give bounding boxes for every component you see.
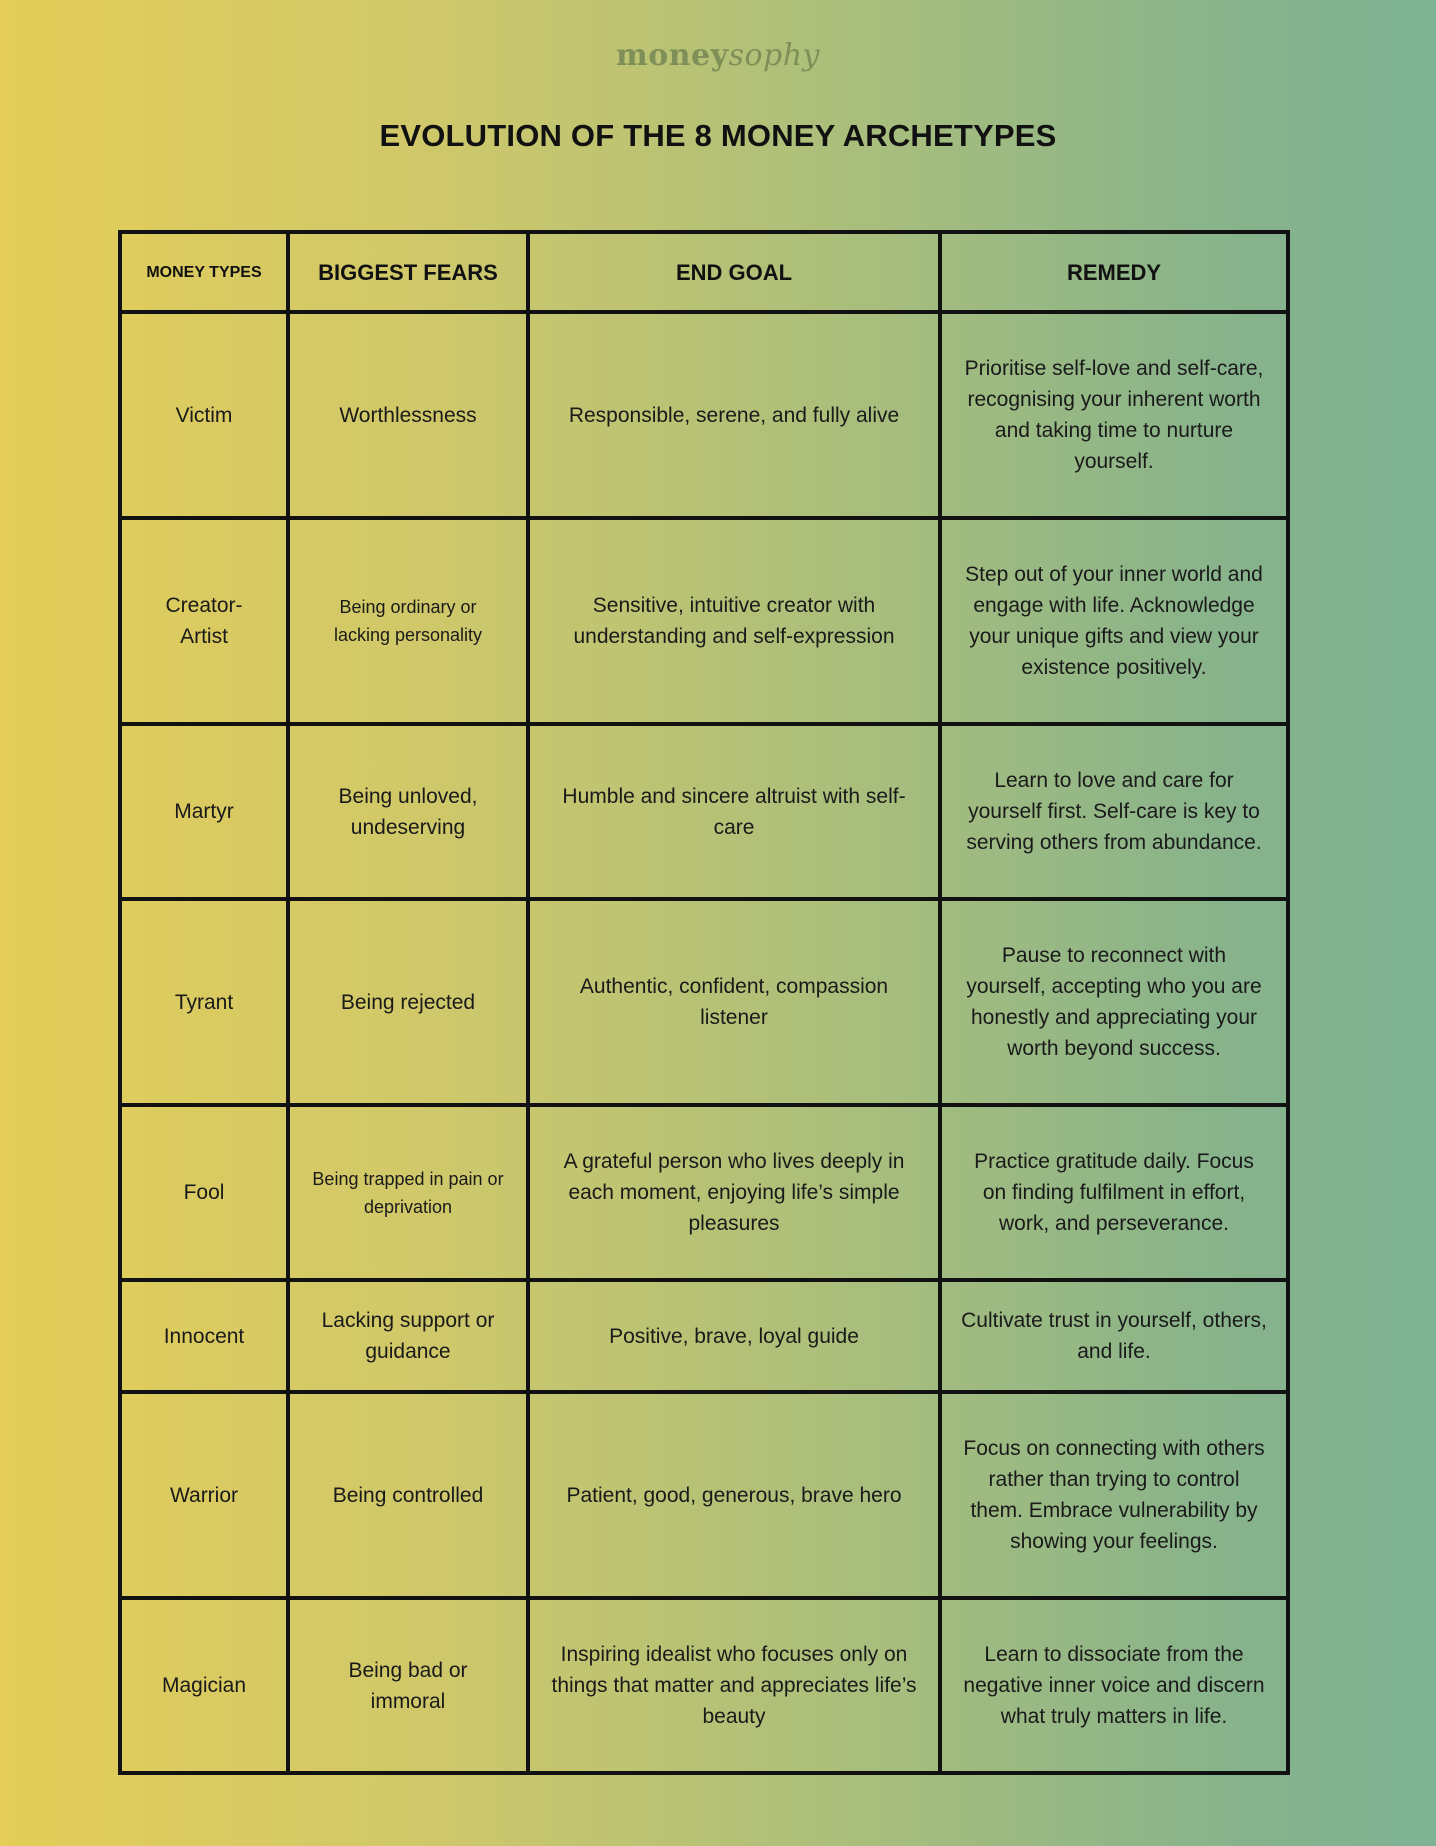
cell-biggest-fear: Being ordinary or lacking personality bbox=[288, 518, 528, 724]
cell-money-type: Warrior bbox=[120, 1392, 288, 1598]
cell-end-goal: Authentic, confident, compassion listener bbox=[528, 899, 940, 1105]
brand-logo bbox=[0, 38, 1436, 73]
table-row bbox=[120, 724, 1288, 899]
table-row bbox=[120, 899, 1288, 1105]
header-remedy: REMEDY bbox=[940, 232, 1288, 312]
cell-biggest-fear: Worthlessness bbox=[288, 312, 528, 518]
cell-end-goal: A grateful person who lives deeply in each moment, enjoying life’s simple pleasures bbox=[528, 1105, 940, 1280]
table-row bbox=[120, 1105, 1288, 1280]
cell-biggest-fear: Being bad or immoral bbox=[288, 1598, 528, 1773]
cell-remedy: Step out of your inner world and engage with life. Acknowledge your unique gifts and view your existence positively. bbox=[940, 518, 1288, 724]
table-row bbox=[120, 518, 1288, 724]
cell-money-type: Creator-Artist bbox=[120, 518, 288, 724]
table-header-row bbox=[120, 232, 1288, 312]
header-money-types: MONEY TYPES bbox=[120, 232, 288, 312]
table-row bbox=[120, 1280, 1288, 1392]
cell-end-goal: Sensitive, intuitive creator with understanding and self-expression bbox=[528, 518, 940, 724]
table-row bbox=[120, 1392, 1288, 1598]
cell-remedy: Learn to love and care for yourself first. Self-care is key to serving others from abundance. bbox=[940, 724, 1288, 899]
cell-money-type: Innocent bbox=[120, 1280, 288, 1392]
page-title: EVOLUTION OF THE 8 MONEY ARCHETYPES bbox=[379, 118, 1057, 153]
cell-money-type: Victim bbox=[120, 312, 288, 518]
cell-money-type: Fool bbox=[120, 1105, 288, 1280]
table-row bbox=[120, 312, 1288, 518]
header-end-goal: END GOAL bbox=[528, 232, 940, 312]
cell-remedy: Cultivate trust in yourself, others, and life. bbox=[940, 1280, 1288, 1392]
cell-biggest-fear: Lacking support or guidance bbox=[288, 1280, 528, 1392]
cell-end-goal: Inspiring idealist who focuses only on things that matter and appreciates life’s beauty bbox=[528, 1598, 940, 1773]
logo-bold-text: money bbox=[615, 38, 729, 73]
cell-remedy: Prioritise self-love and self-care, recognising your inherent worth and taking time to nurture yourself. bbox=[940, 312, 1288, 518]
cell-end-goal: Responsible, serene, and fully alive bbox=[528, 312, 940, 518]
logo-script-text: sophy bbox=[728, 38, 821, 73]
cell-biggest-fear: Being controlled bbox=[288, 1392, 528, 1598]
cell-biggest-fear: Being trapped in pain or deprivation bbox=[288, 1105, 528, 1280]
cell-remedy: Pause to reconnect with yourself, accepting who you are honestly and appreciating your worth beyond success. bbox=[940, 899, 1288, 1105]
cell-money-type: Magician bbox=[120, 1598, 288, 1773]
table-row bbox=[120, 1598, 1288, 1773]
cell-remedy: Practice gratitude daily. Focus on finding fulfilment in effort, work, and perseverance. bbox=[940, 1105, 1288, 1280]
cell-money-type: Martyr bbox=[120, 724, 288, 899]
header-biggest-fears: BIGGEST FEARS bbox=[288, 232, 528, 312]
cell-remedy: Focus on connecting with others rather than trying to control them. Embrace vulnerability by showing your feelings. bbox=[940, 1392, 1288, 1598]
cell-end-goal: Patient, good, generous, brave hero bbox=[528, 1392, 940, 1598]
cell-biggest-fear: Being rejected bbox=[288, 899, 528, 1105]
archetypes-table bbox=[118, 230, 1290, 1775]
cell-end-goal: Positive, brave, loyal guide bbox=[528, 1280, 940, 1392]
cell-end-goal: Humble and sincere altruist with self-care bbox=[528, 724, 940, 899]
cell-biggest-fear: Being unloved, undeserving bbox=[288, 724, 528, 899]
cell-remedy: Learn to dissociate from the negative inner voice and discern what truly matters in life. bbox=[940, 1598, 1288, 1773]
cell-money-type: Tyrant bbox=[120, 899, 288, 1105]
